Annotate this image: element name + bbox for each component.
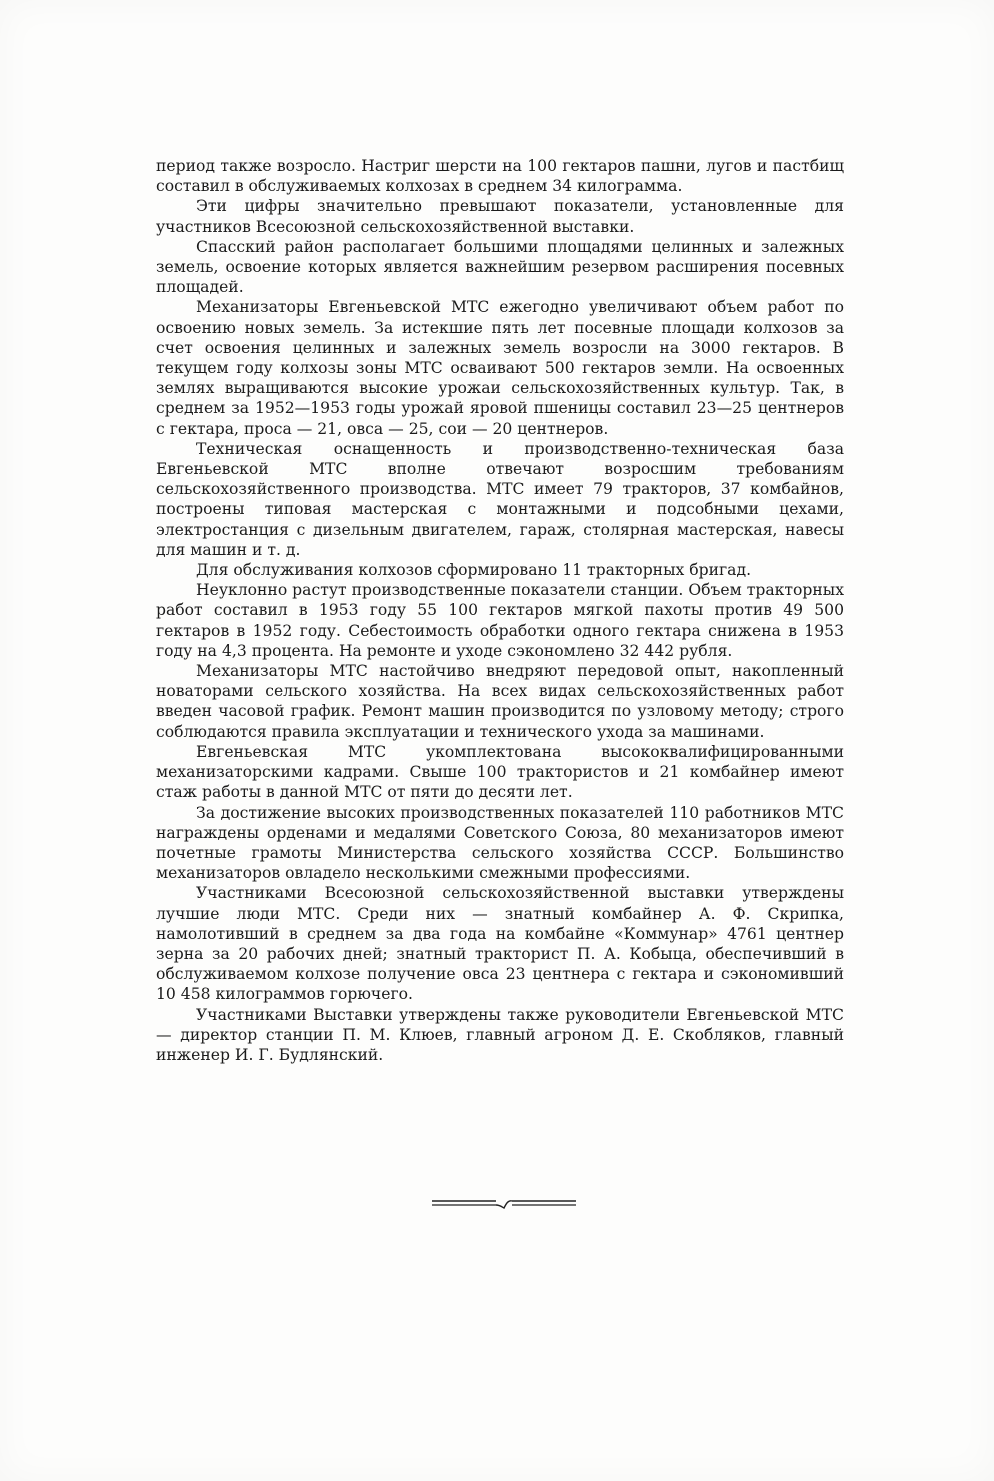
paragraph-12: Участниками Выставки утверждены также руководители Евгеньевской МТС — директор станции П. М. Клюев, главный агроном Д. Е. Скобляков, главный инженер И. Г. Будлянский. — [156, 1005, 844, 1064]
paragraph-7: Неуклонно растут производственные показатели станции. Объем тракторных работ составил в 1953 году 55 100 гектаров мягкой пахоты против 49 500 гектаров в 1952 году. Себестоимость обработки одного гектара снижена в 1953 году на 4,3 процента. На ремонте и уходе сэкономлено 32 442 рубля. — [156, 581, 844, 660]
paragraph-2: Эти цифры значительно превышают показатели, установленные для участников Всесоюзной сельскохозяйственной выставки. — [156, 197, 844, 236]
paragraph-4: Механизаторы Евгеньевской МТС ежегодно увеличивают объем работ по освоению новых земель. За истекшие пять лет посевные площади колхозов за счет освоения целинных и залежных земель возросли на 3000 гектаров. В текущем году колхозы зоны МТС осваивают 500 гектаров земли. На освоенных землях выращиваются высокие урожаи сельскохозяйственных культур. Так, в среднем за 1952—1953 годы урожай яровой пшеницы составил 23—25 центнеров с гектара, проса — 21, овса — 25, сои — 20 центнеров. — [156, 298, 844, 438]
paragraph-11: Участниками Всесоюзной сельскохозяйственной выставки утверждены лучшие люди МТС. Среди них — знатный комбайнер А. Ф. Скрипка, намолотивший в среднем за два года на комбайне «Коммунар» 4761 центнер зерна за 20 рабочих дней; знатный тракторист П. А. Кобыца, обеспечивший в обслуживаемом колхозе получение овса 23 центнера с гектара и сэкономивший 10 458 килограммов горючего. — [156, 884, 844, 1004]
paragraph-5: Техническая оснащенность и производственно-техническая база Евгеньевской МТС вполне отвечают возросшим требованиям сельскохозяйственного производства. МТС имеет 79 тракторов, 37 комбайнов, построены типовая мастерская с монтажными и подсобными цехами, электростанция с дизельным двигателем, гараж, столярная мастерская, навесы для машин и т. д. — [156, 439, 844, 559]
paragraph-6: Для обслуживания колхозов сформировано 11 тракторных бригад. — [196, 561, 752, 580]
paragraph-10: За достижение высоких производственных показателей 110 работников МТС награждены орденами и медалями Советского Союза, 80 механизаторов имеют почетные грамоты Министерства сельского хозяйства СССР. Большинство механизаторов овладело несколькими смежными профессиями. — [156, 803, 844, 883]
paragraph-9: Евгеньевская МТС укомплектована высококвалифицированными механизаторскими кадрами. Свыше 100 трактористов и 21 комбайнер имеют стаж работы в данной МТС от пяти до десяти лет. — [156, 742, 844, 802]
end-ornament — [430, 1196, 578, 1210]
body-text — [156, 156, 844, 1065]
paragraph-3: Спасский район располагает большими площадями целинных и залежных земель, освоение которых является важнейшим резервом расширения посевных площадей. — [156, 237, 844, 297]
paragraph-1: период также возросло. Настриг шерсти на 100 гектаров пашни, лугов и пастбищ составил в обслуживаемых колхозах в среднем 34 килограмма. — [156, 157, 844, 196]
paragraph-8: Механизаторы МТС настойчиво внедряют передовой опыт, накопленный новаторами сельского хозяйства. На всех видах сельскохозяйственных работ введен часовой график. Ремонт машин производится по узловому методу; строго соблюдаются правила эксплуатации и технического ухода за машинами. — [156, 662, 844, 741]
